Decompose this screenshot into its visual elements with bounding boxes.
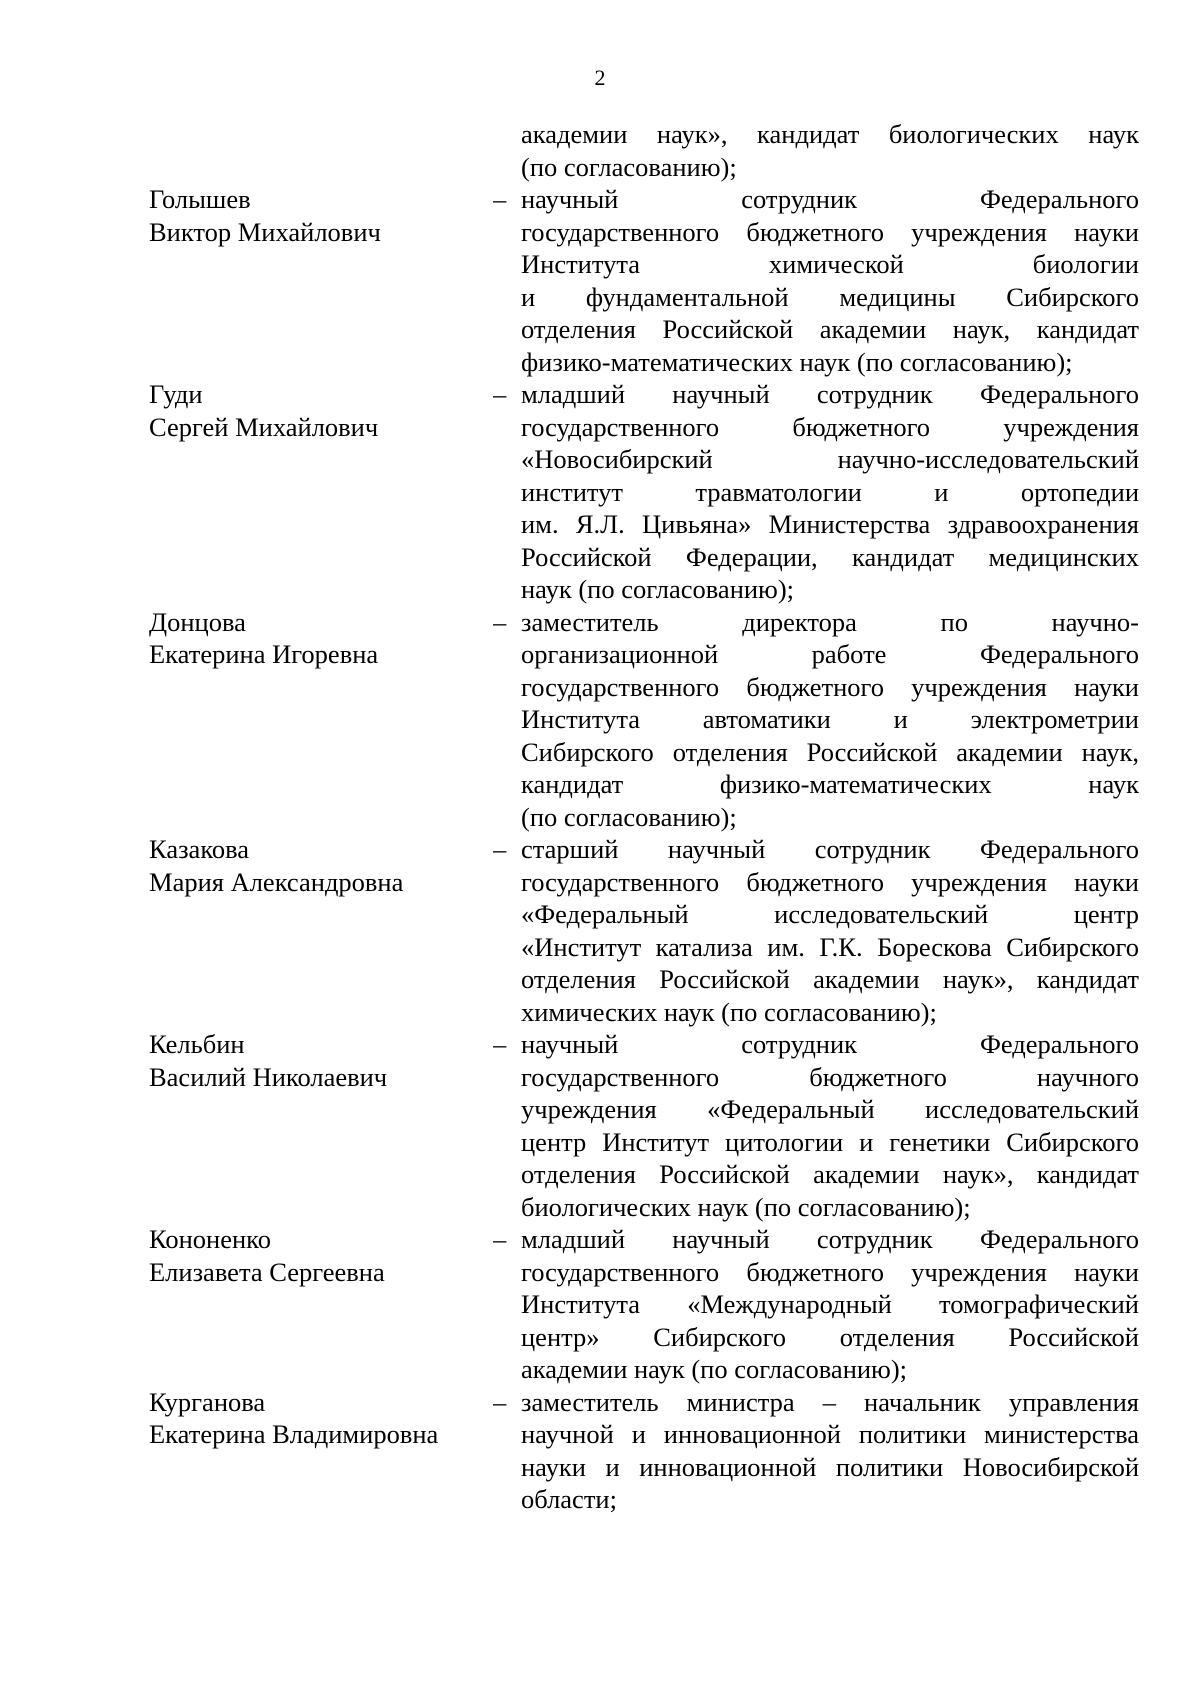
- description-line: отделения Российской академии наук», кандидат: [521, 1159, 1139, 1189]
- description-line: академии наук», кандидат биологических наук: [521, 119, 1139, 149]
- member-name: [149, 378, 493, 443]
- description-line: академии наук (по согласованию);: [521, 1354, 908, 1384]
- description-line: отделения Российской академии наук, кандидат: [521, 314, 1139, 344]
- member-position: [521, 1028, 1139, 1223]
- description-line: (по согласованию);: [521, 151, 737, 182]
- member-surname: Курганова: [149, 1386, 266, 1417]
- member-position: [521, 183, 1139, 378]
- description-line: заместитель министра – начальник управления: [521, 1386, 1139, 1417]
- description-line: биологических наук (по согласованию);: [521, 1191, 971, 1222]
- description-line: учреждения «Федеральный исследовательский: [521, 1094, 1139, 1124]
- member-surname: Донцова: [149, 606, 246, 637]
- description-line: Российской Федерации, кандидат медицинских: [521, 541, 1139, 572]
- dash-separator: –: [493, 379, 507, 409]
- description-line: науки и инновационной политики Новосибирской: [521, 1451, 1139, 1482]
- member-entry: [149, 833, 1139, 1028]
- dash-separator: –: [493, 834, 507, 864]
- description-line: «Институт катализа им. Г.К. Борескова Сибирского: [521, 931, 1139, 962]
- description-line: Сибирского отделения Российской академии наук,: [521, 736, 1139, 767]
- member-name: [149, 1223, 493, 1288]
- member-entry: [149, 1223, 1139, 1386]
- description-line: химических наук (по согласованию);: [521, 996, 937, 1027]
- description-line: научный сотрудник Федерального: [521, 184, 1139, 214]
- member-entry: [149, 1028, 1139, 1223]
- member-name: [149, 183, 493, 248]
- member-given-name: Виктор Михайлович: [149, 216, 381, 247]
- member-entry: [149, 1386, 1139, 1516]
- description-line: государственного бюджетного учреждения науки: [521, 671, 1139, 702]
- description-line: области;: [521, 1484, 617, 1514]
- description-line: Института автоматики и электрометрии: [521, 704, 1139, 734]
- description-line: научной и инновационной политики министерства: [521, 1419, 1139, 1449]
- description-line: им. Я.Л. Цивьяна» Министерства здравоохранения: [521, 509, 1139, 539]
- dash-separator: –: [493, 1224, 507, 1254]
- member-entry: [149, 183, 1139, 378]
- description-line: «Новосибирский научно-исследовательский: [521, 444, 1139, 474]
- member-list: [149, 118, 1139, 1516]
- description-line: Института химической биологии: [521, 249, 1139, 279]
- description-line: центр» Сибирского отделения Российской: [521, 1321, 1139, 1352]
- member-given-name: Екатерина Владимировна: [149, 1419, 439, 1449]
- dash-separator: –: [493, 1029, 507, 1059]
- description-line: научный сотрудник Федерального: [521, 1029, 1139, 1059]
- description-line: младший научный сотрудник Федерального: [521, 1224, 1139, 1254]
- description-line: государственного бюджетного учреждения науки: [521, 866, 1139, 897]
- member-surname: Гуди: [149, 379, 203, 409]
- member-position: [521, 833, 1139, 1028]
- description-line: физико-математических наук (по согласованию);: [521, 346, 1073, 377]
- description-line: отделения Российской академии наук», кандидат: [521, 964, 1139, 994]
- dash-separator: –: [493, 184, 507, 214]
- member-position: [521, 1386, 1139, 1516]
- description-line: Института «Международный томографический: [521, 1289, 1139, 1319]
- dash-separator: –: [493, 606, 507, 637]
- member-given-name: Василий Николаевич: [149, 1061, 388, 1092]
- description-line: государственного бюджетного учреждения: [521, 411, 1139, 442]
- description-line: и фундаментальной медицины Сибирского: [521, 281, 1139, 312]
- member-surname: Голышев: [149, 184, 251, 214]
- member-given-name: Мария Александровна: [149, 866, 404, 897]
- description-line: государственного бюджетного учреждения науки: [521, 1256, 1139, 1287]
- description-line: «Федеральный исследовательский центр: [521, 899, 1139, 929]
- description-line: кандидат физико-математических наук: [521, 769, 1139, 799]
- description-line: заместитель директора по научно-: [521, 606, 1139, 637]
- description-line: младший научный сотрудник Федерального: [521, 379, 1139, 409]
- member-surname: Кононенко: [149, 1224, 271, 1254]
- member-position: [521, 1223, 1139, 1386]
- page-number: 2: [594, 65, 606, 90]
- description-line: (по согласованию);: [521, 801, 737, 832]
- description-line: организационной работе Федерального: [521, 639, 1139, 669]
- member-position: [521, 606, 1139, 834]
- description-line: государственного бюджетного учреждения науки: [521, 216, 1139, 247]
- member-given-name: Сергей Михайлович: [149, 411, 379, 442]
- description-line: старший научный сотрудник Федерального: [521, 834, 1139, 864]
- member-name: [149, 1386, 493, 1451]
- member-name: [149, 833, 493, 898]
- member-name: [149, 1028, 493, 1093]
- entries-container: [149, 183, 1139, 1516]
- continued-description: [521, 118, 1139, 183]
- description-line: институт травматологии и ортопедии: [521, 476, 1139, 507]
- dash-separator: –: [493, 1386, 507, 1417]
- description-line: центр Институт цитологии и генетики Сибирского: [521, 1126, 1139, 1157]
- description-line: государственного бюджетного научного: [521, 1061, 1139, 1092]
- member-surname: Кельбин: [149, 1029, 245, 1059]
- member-surname: Казакова: [149, 834, 250, 864]
- member-given-name: Елизавета Сергеевна: [149, 1256, 385, 1287]
- description-line: наук (по согласованию);: [521, 574, 795, 604]
- member-given-name: Екатерина Игоревна: [149, 639, 379, 669]
- member-name: [149, 606, 493, 671]
- member-entry: [149, 378, 1139, 606]
- member-position: [521, 378, 1139, 606]
- member-entry: [149, 606, 1139, 834]
